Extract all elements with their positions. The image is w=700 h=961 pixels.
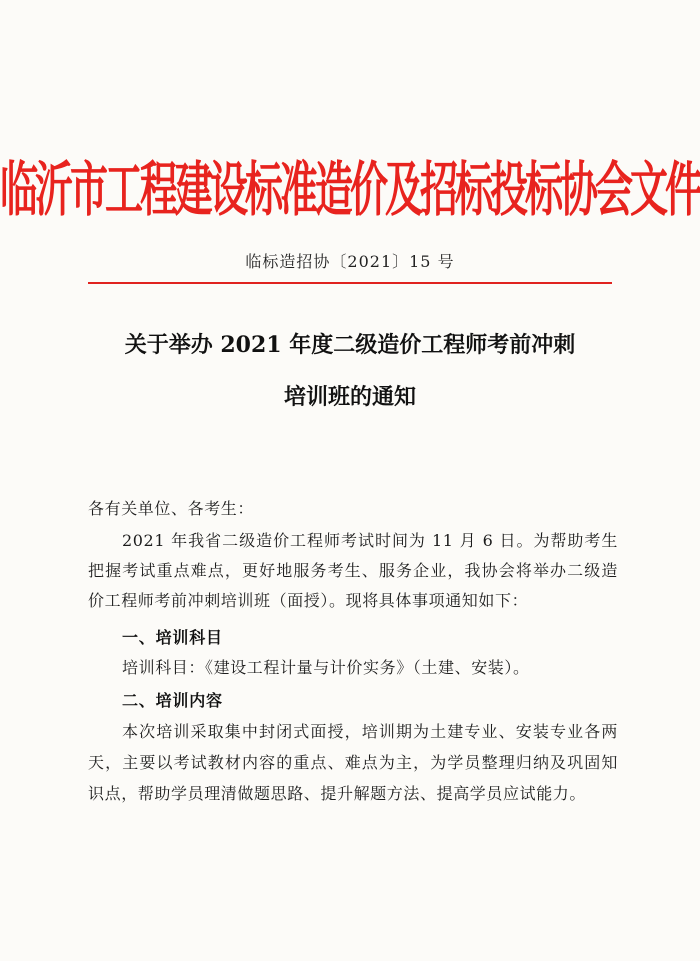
section-1-text: 培训科目：《建设工程计量与计价实务》（土建、安装）。 [122, 658, 530, 677]
issuer-header: 临沂市工程建设标准造价及招标投标协会文件 [0, 155, 700, 224]
document-number: 临标造招协〔2021〕15 号 [245, 252, 455, 271]
section-1-heading: 一、培训科目 [122, 628, 223, 647]
intro-paragraph: 2021 年我省二级造价工程师考试时间为 11 月 6 日。为帮助考生把握考试重点难点，更好地服务考生、服务企业，我协会将举办二级造价工程师考前冲刺培训班（面授）。现将具体事项通知如下： [88, 531, 618, 610]
salutation: 各有关单位、各考生： [88, 499, 255, 518]
notice-title-line-2: 培训班的通知 [283, 384, 416, 410]
red-divider-line [88, 282, 612, 284]
section-2-heading: 二、培训内容 [122, 691, 223, 710]
notice-title-line-1: 关于举办 2021 年度二级造价工程师考前冲刺 [124, 332, 576, 358]
section-2-text: 本次培训采取集中封闭式面授，培训期为土建专业、安装专业各两天，主要以考试教材内容的重点、难点为主，为学员整理归纳及巩固知识点，帮助学员理清做题思路、提升解题方法、提高学员应试能力。 [88, 722, 618, 803]
